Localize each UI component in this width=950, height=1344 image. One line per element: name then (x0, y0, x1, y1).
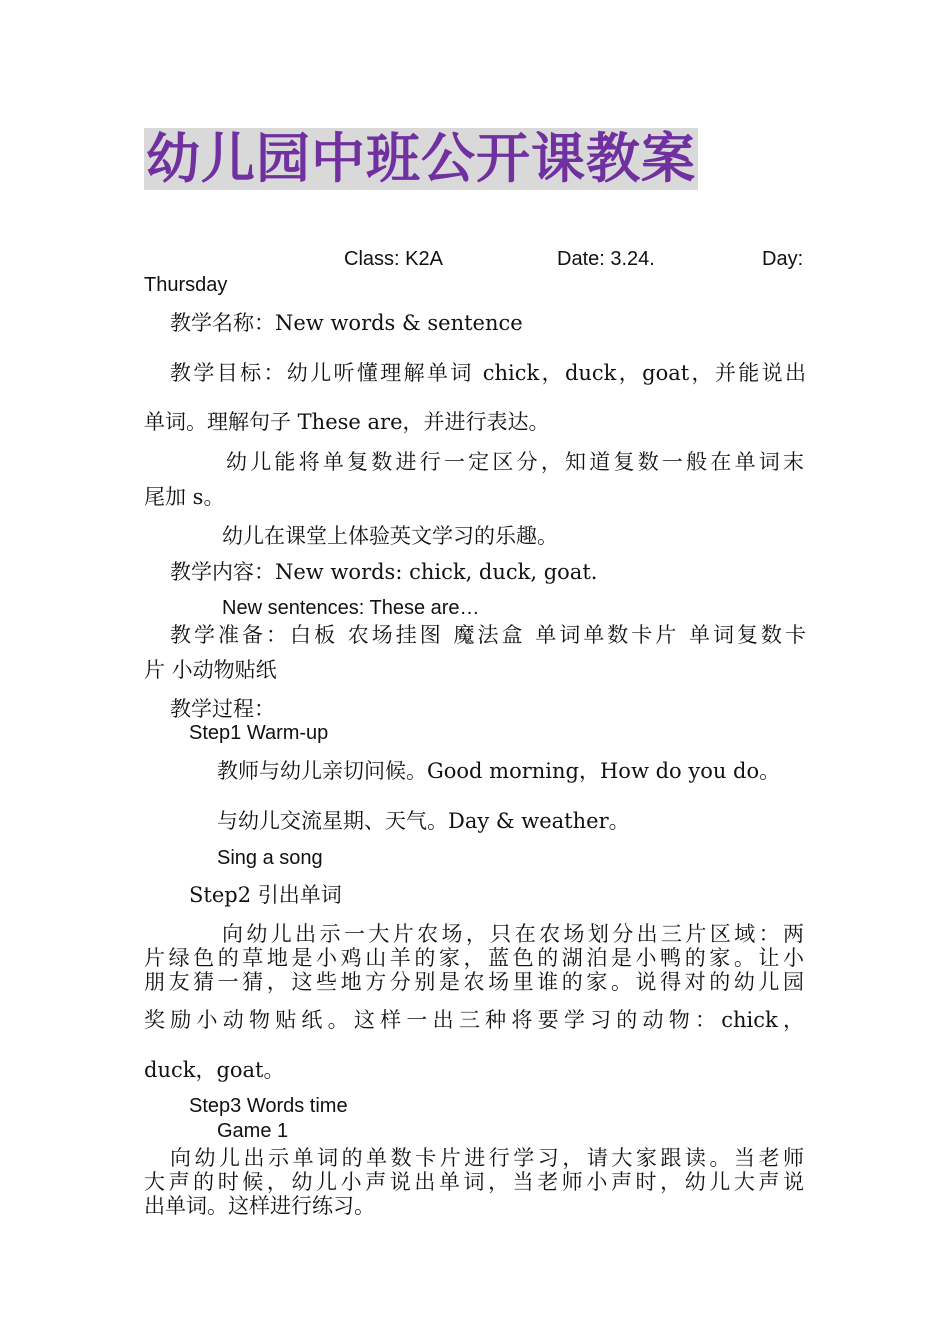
lesson-content-line-1: 教学内容：New words: chick, duck, goat. (170, 560, 598, 584)
lesson-goal-line-5: 幼儿在课堂上体验英文学习的乐趣。 (222, 524, 558, 548)
step2-heading: Step2 引出单词 (189, 883, 342, 907)
step1-line-3: Sing a song (217, 847, 323, 869)
lesson-goal-line-2: 单词。理解句子 These are，并进行表达。 (144, 410, 550, 434)
step2-line-4: 奖励小动物贴纸。这样一出三种将要学习的动物：chick， (144, 1008, 804, 1032)
lesson-goal-line-4: 尾加 s。 (144, 485, 225, 509)
game1-line-3: 出单词。这样进行练习。 (144, 1194, 375, 1218)
lesson-goal-line-1: 教学目标：幼儿听懂理解单词 chick，duck，goat，并能说出 (170, 361, 806, 385)
step2-line-5: duck，goat。 (144, 1058, 285, 1082)
step1-line-1: 教师与幼儿亲切问候。Good morning，How do you do。 (217, 759, 781, 783)
step1-line-2: 与幼儿交流星期、天气。Day & weather。 (217, 809, 630, 833)
step1-heading: Step1 Warm-up (189, 722, 329, 744)
date-label: Date: 3.24. (557, 248, 655, 270)
step2-line-1: 向幼儿出示一大片农场，只在农场划分出三片区域：两 (222, 922, 804, 946)
class-label: Class: K2A (344, 248, 443, 270)
lesson-name-line: 教学名称：New words & sentence (170, 311, 523, 335)
day-label: Day: (762, 248, 804, 270)
step2-line-3: 朋友猜一猜，这些地方分别是农场里谁的家。说得对的幼儿园 (144, 970, 804, 994)
lesson-prep-line-1: 教学准备：白板 农场挂图 魔法盒 单词单数卡片 单词复数卡 (170, 623, 806, 647)
game1-line-1: 向幼儿出示单词的单数卡片进行学习，请大家跟读。当老师 (170, 1146, 804, 1170)
lesson-content-line-2: New sentences: These are… (222, 597, 480, 619)
step2-line-2: 片绿色的草地是小鸡山羊的家，蓝色的湖泊是小鸭的家。让小 (144, 946, 804, 970)
game1-line-2: 大声的时候，幼儿小声说出单词，当老师小声时，幼儿大声说 (144, 1170, 804, 1194)
lesson-goal-line-3: 幼儿能将单复数进行一定区分，知道复数一般在单词末 (226, 450, 804, 474)
step3-heading: Step3 Words time (189, 1095, 348, 1117)
day-value: Thursday (144, 274, 228, 296)
lesson-prep-line-2: 片 小动物贴纸 (144, 658, 277, 682)
lesson-process-heading: 教学过程： (170, 697, 275, 721)
game1-heading: Game 1 (217, 1120, 289, 1142)
document-title: 幼儿园中班公开课教案 (146, 127, 696, 190)
